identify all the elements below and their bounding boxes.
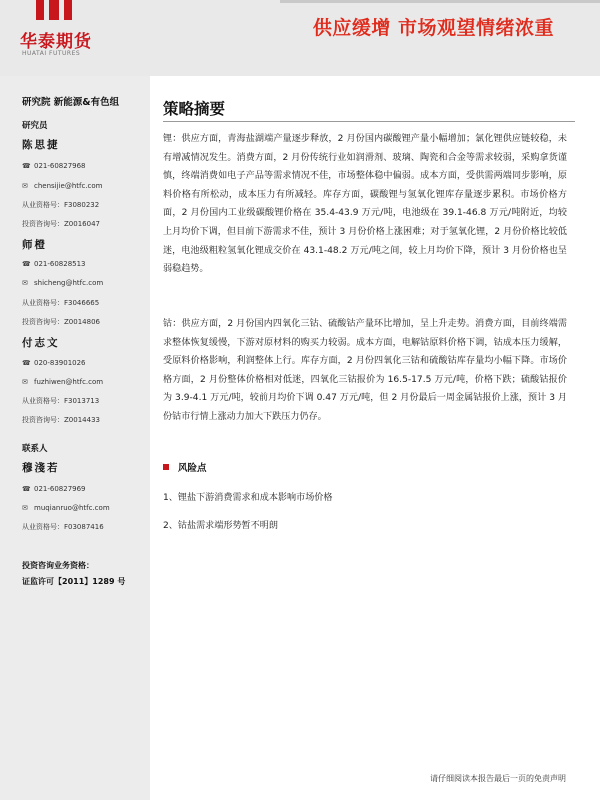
contact-label: 联系人 <box>22 444 48 454</box>
researcher-name: 付志文 <box>22 337 60 349</box>
risk-item: 2、钴盐需求端形势暂不明朗 <box>163 521 278 531</box>
license-label: 投资咨询业务资格： <box>22 561 94 570</box>
researcher-phone: ☎ 020-83901026 <box>22 359 86 367</box>
contact-phone: ☎ 021-60827969 <box>22 485 86 493</box>
researcher-phone: ☎ 021-60828513 <box>22 260 86 268</box>
disclaimer-footer: 请仔细阅读本报告最后一页的免责声明 <box>430 774 566 783</box>
phone-icon: ☎ <box>22 485 31 493</box>
researcher-qualification: 从业资格号：F3080232 <box>22 201 100 209</box>
researcher-email[interactable]: ✉ chensijie@htfc.com <box>22 182 103 190</box>
researcher-name: 陈思捷 <box>22 139 60 151</box>
researcher-name: 师橙 <box>22 239 47 251</box>
risk-item: 1、锂盐下游消费需求和成本影响市场价格 <box>163 493 333 503</box>
researcher-invest-number: 投资咨询号：Z0016047 <box>22 220 100 228</box>
section-divider <box>163 121 575 122</box>
contact-name: 穆淺若 <box>22 462 60 474</box>
researcher-qualification: 从业资格号：F3046665 <box>22 299 100 307</box>
mail-icon: ✉ <box>22 504 28 512</box>
cobalt-paragraph: 钴：供应方面，2 月份国内四氧化三钴、硫酸钴产量环比增加，呈上升走势。消费方面，目前终端需求整体恢复缓慢，下游对原材料的购买力较弱。成本方面，电解钴原料价格下调，钴成本压力缓解，受原料价格影响，利润整体上行。库存方面，2 月份四氧化三钴和硫酸钴库存量均小幅下降。市场价格方面，2 月份整体价格相对低迷，四氧化三钴报价为 16.5-17.5 万元/吨，价格下跌；硫酸钴报价为 3.9-4.1 万元/吨，较前月均价下调 0.47 万元/吨，但 2 月份最后一周金属钴报价上涨，预计 3 月份钴市行情上涨动力加大下跌压力仍存。 <box>163 319 567 422</box>
logo-subtext: HUATAI FUTURES <box>22 50 81 57</box>
department-label: 研究院 新能源&有色组 <box>22 97 120 108</box>
researcher-invest-number: 投资咨询号：Z0014806 <box>22 318 100 326</box>
researcher-invest-number: 投资咨询号：Z0014433 <box>22 416 100 424</box>
red-square-bullet-icon <box>163 464 169 470</box>
mail-icon: ✉ <box>22 182 28 190</box>
contact-email[interactable]: ✉ muqianruo@htfc.com <box>22 504 110 512</box>
contact-qualification: 从业资格号：F03087416 <box>22 523 104 531</box>
researcher-email[interactable]: ✉ fuzhiwen@htfc.com <box>22 378 104 386</box>
huatai-logo-icon <box>34 0 74 22</box>
phone-icon: ☎ <box>22 260 31 268</box>
risk-heading: 风险点 <box>163 460 207 474</box>
phone-icon: ☎ <box>22 359 31 367</box>
mail-icon: ✉ <box>22 279 28 287</box>
lithium-paragraph: 锂：供应方面，青海盐湖端产量逐步释放，2 月份国内碳酸锂产量小幅增加；氯化锂供应链较稳，未有增减情况发生。消费方面，2 月份传统行业如润滑剂、玻璃、陶瓷和合金等需求较弱，采购拿货谨慎，终端消费如电子产品等需求情况不佳，市场整体稳中偏弱。成本方面，受供需两端同步影响，原料价格有所松动，成本压力有所减轻。库存方面，碳酸锂与氢氧化锂库存量逐步累积。市场价格方面，2 月份国内工业级碳酸锂价格在 35.4-43.9 万元/吨，电池级在 39.1-46.8 万元/吨附近，均较上月均价下调，但目前下游需求不佳，预计 3 月份价格上涨困难；对于氢氧化锂，2 月份价格比较低迷，电池级粗粒氢氧化锂成交价在 43.1-48.2 万元/吨之间，较上月均价下降，预计 3 月份价格也呈弱稳趋势。 <box>163 134 567 275</box>
researcher-phone: ☎ 021-60827968 <box>22 162 86 170</box>
logo-text: 华泰期货 <box>20 32 92 52</box>
license-number: 证监许可【2011】1289 号 <box>22 577 126 586</box>
section-title: 策略摘要 <box>163 100 226 118</box>
researcher-email[interactable]: ✉ shicheng@htfc.com <box>22 279 104 287</box>
phone-icon: ☎ <box>22 162 31 170</box>
header-top-rule <box>280 0 600 3</box>
report-title: 供应缓增 市场观望情绪浓重 <box>312 17 554 39</box>
researchers-label: 研究员 <box>22 121 48 131</box>
author-sidebar <box>0 76 150 800</box>
researcher-qualification: 从业资格号：F3013713 <box>22 397 100 405</box>
report-header <box>0 0 600 76</box>
mail-icon: ✉ <box>22 378 28 386</box>
